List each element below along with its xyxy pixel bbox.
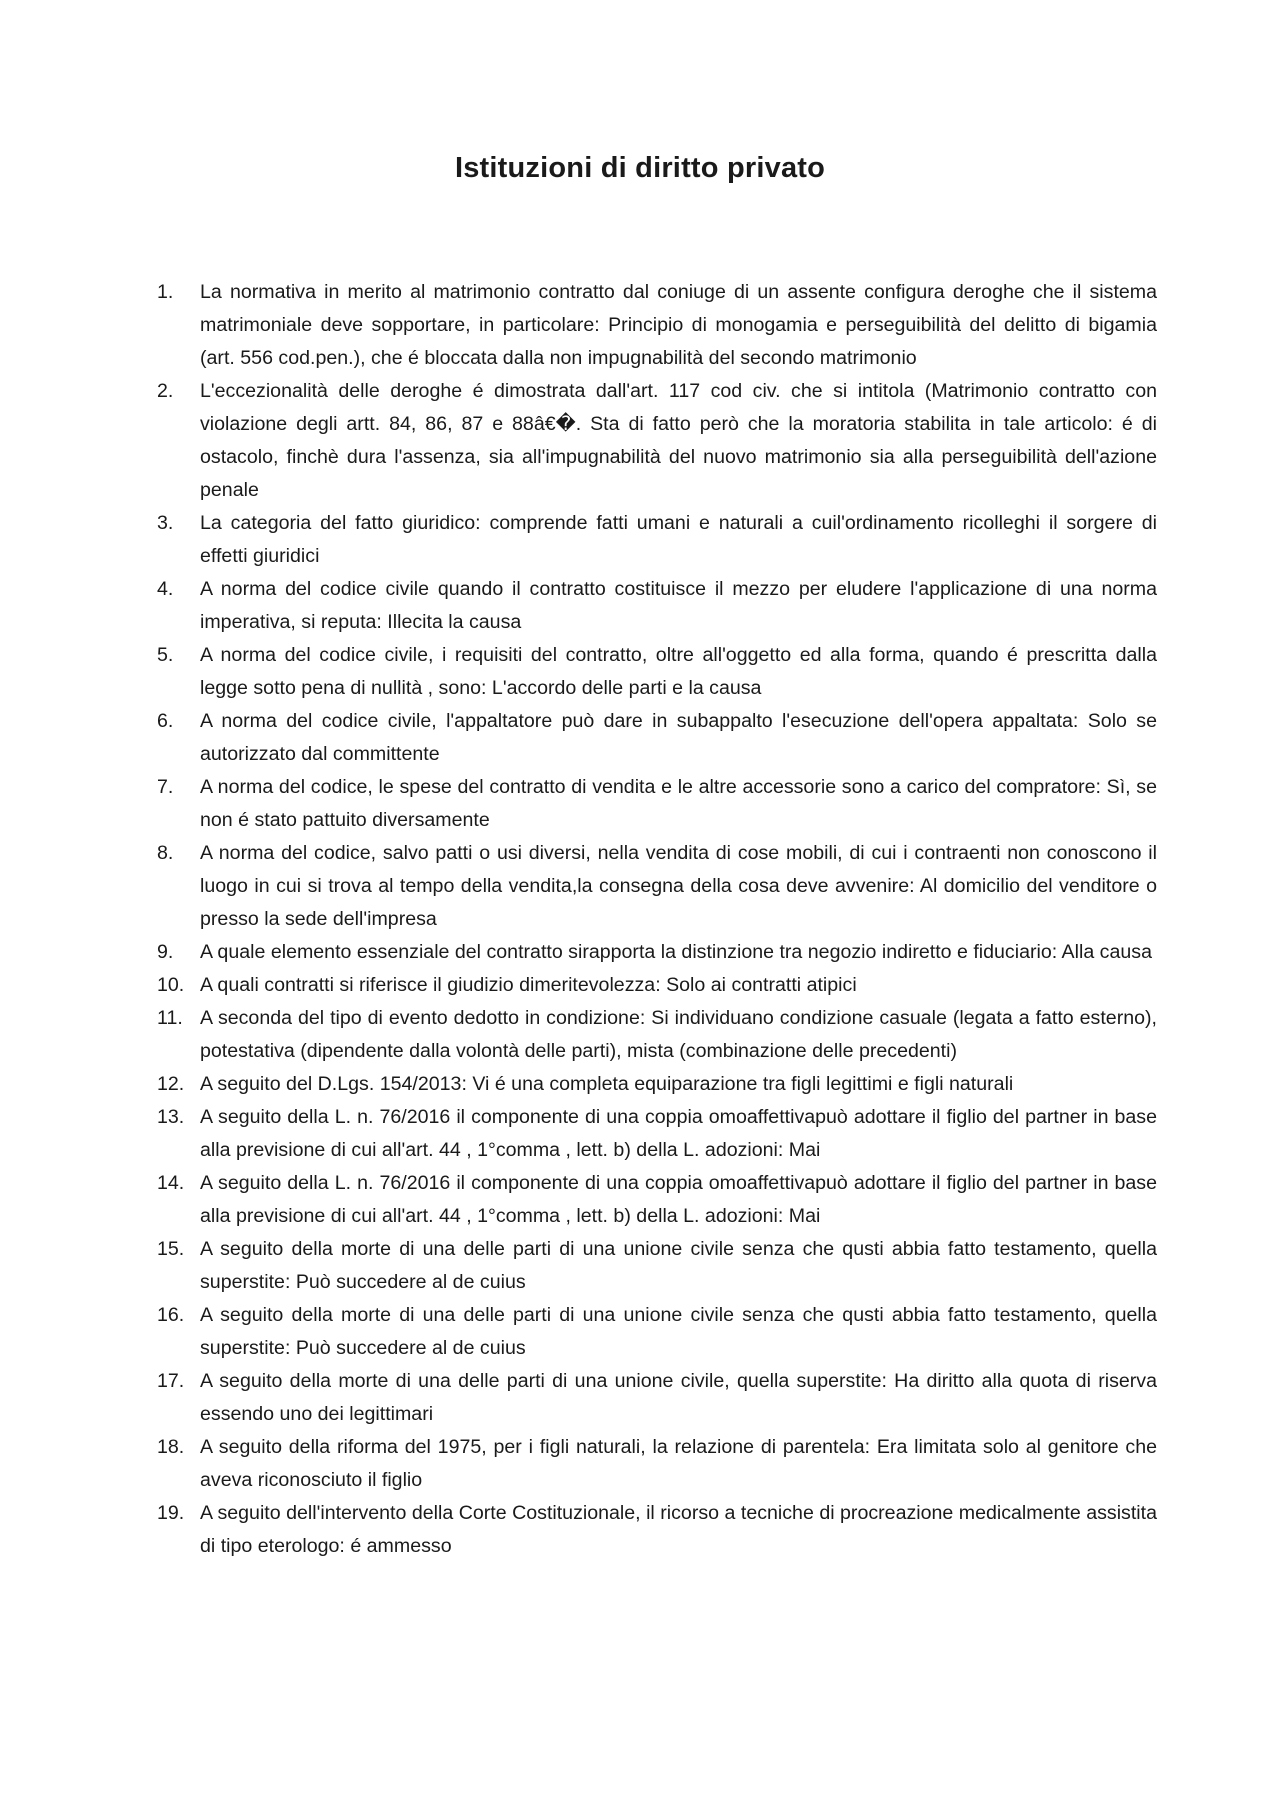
list-item (157, 1365, 1157, 1431)
item-number: 19. (157, 1502, 185, 1524)
list-item (157, 705, 1157, 771)
item-text: A seguito della L. n. 76/2016 il componente di una coppia omoaffettivapuò adottare il figlio del partner in base alla previsione di cui all'art. 44 , 1°comma , lett. b) della L. adozioni: Mai (200, 1172, 1157, 1227)
list-item (157, 771, 1157, 837)
item-number: 12. (157, 1073, 185, 1095)
item-text: A seconda del tipo di evento dedotto in condizione: Si individuano condizione casuale (legata a fatto esterno), potestativa (dipendente dalla volontà delle parti), mista (combinazione delle precedenti) (200, 1007, 1157, 1062)
list-item (157, 1299, 1157, 1365)
item-text: L'eccezionalità delle deroghe é dimostrata dall'art. 117 cod civ. che si intitola (Matrimonio contratto con violazione degli artt. 84, 86, 87 e 88â€�. Sta di fatto però che la moratoria stabilita in tale articolo: é di ostacolo, finchè dura l'assenza, sia all'impugnabilità del nuovo matrimonio sia alla perseguibilità dell'azione penale (200, 380, 1157, 501)
list-item (157, 375, 1157, 507)
list-item (157, 1233, 1157, 1299)
item-number: 13. (157, 1106, 185, 1128)
item-number: 15. (157, 1238, 185, 1260)
list-item (157, 1497, 1157, 1563)
item-number: 17. (157, 1370, 185, 1392)
item-text: A norma del codice, salvo patti o usi diversi, nella vendita di cose mobili, di cui i contraenti non conoscono il luogo in cui si trova al tempo della vendita,la consegna della cosa deve avvenire: Al domicilio del venditore o presso la sede dell'impresa (200, 842, 1157, 930)
item-number: 9. (157, 941, 174, 963)
item-number: 5. (157, 644, 174, 666)
item-text: A seguito della morte di una delle parti di una unione civile, quella superstite: Ha diritto alla quota di riserva essendo uno dei legittimari (200, 1370, 1157, 1425)
item-number: 4. (157, 578, 174, 600)
list-item (157, 1167, 1157, 1233)
item-number: 10. (157, 974, 185, 996)
item-number: 11. (157, 1007, 183, 1029)
item-number: 7. (157, 776, 174, 798)
item-number: 14. (157, 1172, 185, 1194)
item-text: A seguito della morte di una delle parti di una unione civile senza che qusti abbia fatto testamento, quella superstite: Può succedere al de cuius (200, 1304, 1157, 1359)
item-text: La normativa in merito al matrimonio contratto dal coniuge di un assente configura deroghe che il sistema matrimoniale deve sopportare, in particolare: Principio di monogamia e perseguibilità del delitto di bigamia (art. 556 cod.pen.), che é bloccata dalla non impugnabilità del secondo matrimonio (200, 281, 1157, 369)
item-text: A norma del codice, le spese del contratto di vendita e le altre accessorie sono a carico del compratore: Sì, se non é stato pattuito diversamente (200, 776, 1157, 831)
list-item (157, 573, 1157, 639)
list-item (157, 1431, 1157, 1497)
list-item (157, 276, 1157, 375)
item-number: 6. (157, 710, 174, 732)
list-item (157, 969, 1157, 1002)
item-text: A seguito della riforma del 1975, per i figli naturali, la relazione di parentela: Era limitata solo al genitore che aveva riconosciuto il figlio (200, 1436, 1157, 1491)
list-item (157, 1101, 1157, 1167)
item-text: A norma del codice civile, l'appaltatore può dare in subappalto l'esecuzione dell'opera appaltata: Solo se autorizzato dal committente (200, 710, 1157, 765)
item-text: A norma del codice civile quando il contratto costituisce il mezzo per eludere l'applicazione di una norma imperativa, si reputa: Illecita la causa (200, 578, 1157, 633)
item-number: 16. (157, 1304, 185, 1326)
item-text: A quale elemento essenziale del contratto sirapporta la distinzione tra negozio indiretto e fiduciario: Alla causa (200, 941, 1152, 963)
item-text: A quali contratti si riferisce il giudizio dimeritevolezza: Solo ai contratti atipici (200, 974, 857, 996)
item-text: A seguito della L. n. 76/2016 il componente di una coppia omoaffettivapuò adottare il figlio del partner in base alla previsione di cui all'art. 44 , 1°comma , lett. b) della L. adozioni: Mai (200, 1106, 1157, 1161)
item-number: 1. (157, 281, 174, 303)
list-item (157, 837, 1157, 936)
list-item (157, 1002, 1157, 1068)
question-list (157, 276, 1157, 1563)
list-item (157, 639, 1157, 705)
page-title: Istituzioni di diritto privato (454, 152, 826, 184)
item-number: 3. (157, 512, 174, 534)
list-item (157, 1068, 1157, 1101)
list-item (157, 936, 1157, 969)
item-number: 2. (157, 380, 174, 402)
item-number: 8. (157, 842, 174, 864)
item-text: A norma del codice civile, i requisiti del contratto, oltre all'oggetto ed alla forma, quando é prescritta dalla legge sotto pena di nullità , sono: L'accordo delle parti e la causa (200, 644, 1157, 699)
item-number: 18. (157, 1436, 185, 1458)
item-text: A seguito della morte di una delle parti di una unione civile senza che qusti abbia fatto testamento, quella superstite: Può succedere al de cuius (200, 1238, 1157, 1293)
item-text: La categoria del fatto giuridico: comprende fatti umani e naturali a cuil'ordinamento ricolleghi il sorgere di effetti giuridici (200, 512, 1157, 567)
item-text: A seguito del D.Lgs. 154/2013: Vi é una completa equiparazione tra figli legittimi e figli naturali (200, 1073, 1014, 1095)
list-item (157, 507, 1157, 573)
item-text: A seguito dell'intervento della Corte Costituzionale, il ricorso a tecniche di procreazione medicalmente assistita di tipo eterologo: é ammesso (200, 1502, 1157, 1557)
